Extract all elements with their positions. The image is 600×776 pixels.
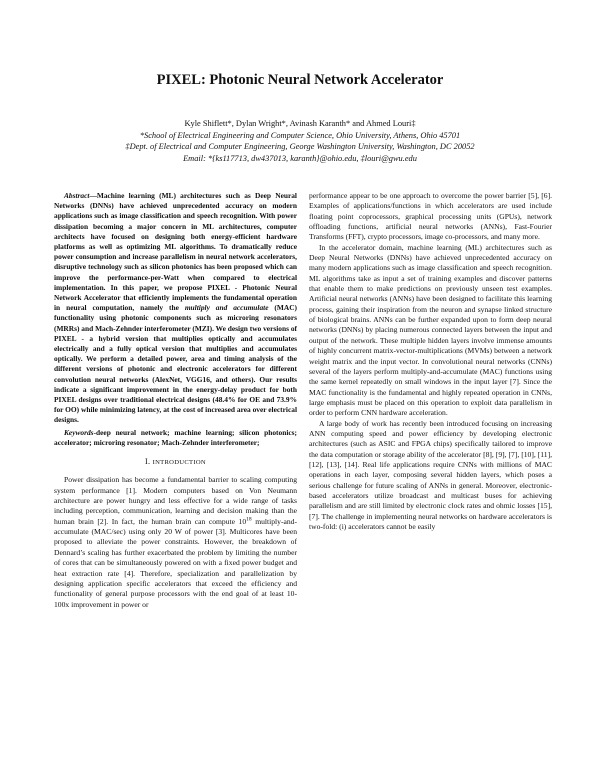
intro-paragraph-continued: performance appear to be one approach to overcome the power barrier [5], [6]. Examples of applications/functions in which accelerators are used include floating point coprocessors, graphical processing units (GPUs), network offloading functions, artificial neural networks (ANNs), Fast-Fourier Transforms (FFT), crypto processors, image co-processors, and many more. xyxy=(309,191,552,242)
affiliation-ohio: *School of Electrical Engineering and Computer Science, Ohio University, Athens, Ohio 45701 xyxy=(139,130,461,140)
exponent: 18 xyxy=(246,516,252,523)
left-column xyxy=(54,191,297,610)
intro-paragraph-2: In the accelerator domain, machine learning (ML) architectures such as Deep Neural Networks (DNNs) have achieved unprecedented accuracy on many modern applications such as image classification and speech recognition. ML algorithms take as input a set of training examples and discover patterns that enable them to make predictions on previously unseen test examples. Artificial neural networks (ANNs) have been designed to facilitate this learning process, gaining their inspiration from the neuron and synapse linked structure of biological brains. ANNs can be further expanded upon to form deep neural networks (DNNs) by placing numerous connected layers between the input and output of the network. These multiple hidden layers involve immense amounts of highly concurrent matrix-vector-multiplications (MVMs) between a network weight matrix and the input vector. In convolutional neural networks (CNNs) several of the layers perform multiply-and-accumulate (MAC) functions using the same kernel repeatedly on small windows in the input layer [7]. Since the MAC functionality is the fundamental and highly repeated operation in CNNs, large emphasis must be placed on this operation to exploit data parallelism in order to perform CNN hardware acceleration. xyxy=(309,242,552,418)
intro-paragraph-3: A large body of work has recently been introduced focusing on increasing ANN computing speed and power efficiency by developing electronic architectures (such as ASIC and FPGA chips) specifically tailored to improve the data computation or storage ability of the accelerator [8], [9], [7], [10], [11], [12], [13], [14]. Real life applications require CNNs with millions of MAC operations in each layer, composing several hidden layers, which poses a serious challenge for future scaling of ANNs in general. Moreover, electronic-based accelerators utilize broadcast and multicast buses for achieving parallelism and are still limited by electronic clock rates and ohmic losses [15], [7]. The challenge in implementing neural networks on hardware accelerators is two-fold: (i) accelerators cannot be easily xyxy=(309,418,552,531)
keywords-text: -deep neural network; machine learning; silicon photonics; accelerator; microring resonator; Mach-Zehnder interferometer; xyxy=(54,427,297,447)
section-title: INTRODUCTION xyxy=(152,459,206,467)
abstract xyxy=(54,191,297,426)
author-list: Kyle Shiflett*, Dylan Wright*, Avinash Karanth* and Ahmed Louri‡ xyxy=(184,119,416,128)
abstract-text-1: —Machine learning (ML) architectures such as Deep Neural Networks (DNNs) have achieved unprecedented accuracy on modern applications such as image classification and speech recognition. With power dissipation becoming a major concern in ML architectures, computer architects have focused on designing both energy-efficient hardware platforms as well as optimizing ML algorithms. To dramatically reduce power consumption and increase parallelism in neural network accelerators, disruptive technology such as silicon photonics has been proposed which can improve the performance-per-Watt when compared to electrical implementation. In this paper, we propose PIXEL - Photonic Neural Network Accelerator that efficiently implements the fundamental operation in neural computation, namely the xyxy=(54,191,297,313)
email-line: Email: *{ks117713, dw437013, karanth}@ohio.edu, ‡louri@gwu.edu xyxy=(183,153,417,163)
paper-title: PIXEL: Photonic Neural Network Accelerator xyxy=(156,72,444,88)
intro-paragraph-1 xyxy=(54,475,297,609)
intro-text-b: multiply-and-accumulate (MAC/sec) using only 20 W of power [3]. Multicores have been proposed to alleviate the power constraints. However, the breakdown of Dennard’s scaling has further exacerbated the problem by limiting the number of cores that can be simultaneously powered on with a fixed power budget and heat extraction rate [4]. Therefore, specialization and parallelization by designing application specific accelerators that exceed the efficiency and functionality of general purpose processors with the end goal of at least 10-100x improvement in power or xyxy=(54,516,297,609)
abstract-text-2: (MAC) functionality using photonic components such as microring resonators (MRRs) and Mach-Zehnder interferometer (MZI). We design two versions of PIXEL - a hybrid version that multiplies optically and accumulates electrically and a fully optical version that multiplies and accumulates optically. We perform a detailed power, area and timing analysis of the different versions of photonic and electronic accelerators for different convolution neural networks (AlexNet, VGG16, and others). Our results indicate a significant improvement in the energy-delay product for both PIXEL designs over traditional electrical designs (48.4% for OE and 73.9% for OO) while minimizing latency, at the cost of increased area over electrical designs. xyxy=(54,303,298,425)
keywords-lead: Keywords xyxy=(64,427,94,437)
intro-text-a: Power dissipation has become a fundamental barrier to scaling computing system performance [1]. Modern computers based on Von Neumann architecture are power hungry and less effective for a wide range of tasks including perception, communication, learning and decision making than the human brain [2]. In fact, the human brain can compute 10 xyxy=(54,475,297,526)
section-heading-introduction xyxy=(54,457,297,468)
keywords xyxy=(54,428,297,448)
abstract-emphasis: multiply and accumulate xyxy=(184,303,269,313)
abstract-lead: Abstract xyxy=(64,191,90,200)
affiliation-gwu: ‡Dept. of Electrical and Computer Engineering, George Washington University, Washington, DC 20052 xyxy=(125,142,475,152)
right-column xyxy=(309,191,552,532)
author-block xyxy=(0,118,600,164)
section-number: I. xyxy=(145,457,151,467)
